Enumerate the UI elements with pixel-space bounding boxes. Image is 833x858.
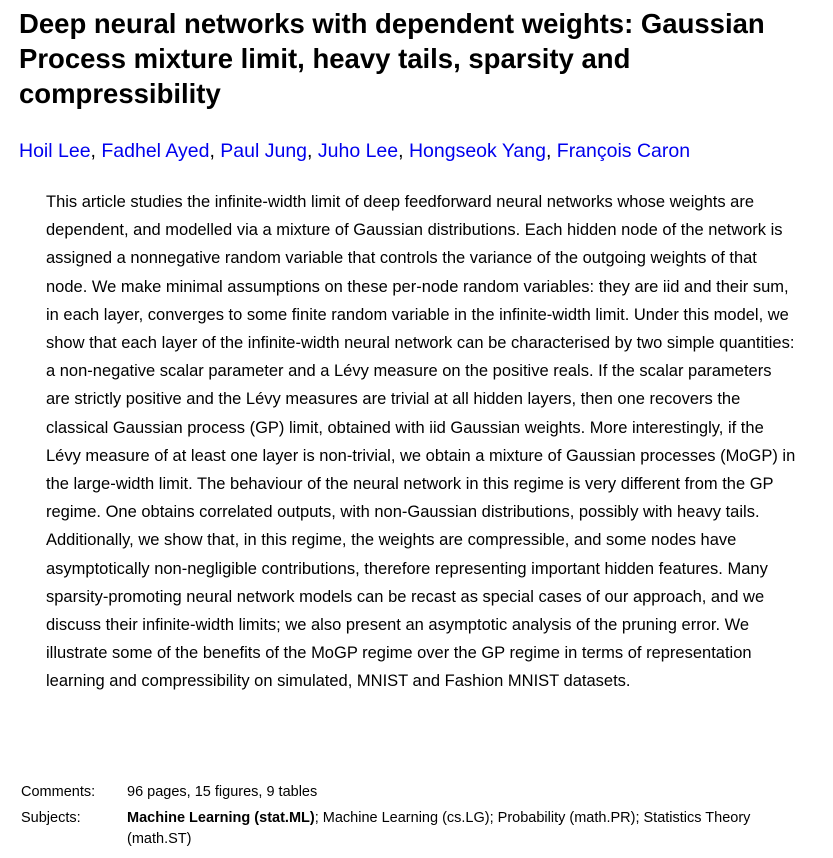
- author-separator: ,: [90, 140, 102, 162]
- author-link[interactable]: Hoil Lee: [19, 140, 91, 162]
- comments-row: [21, 782, 811, 803]
- primary-subject: Machine Learning (stat.ML): [127, 810, 315, 826]
- metadata-table: [21, 782, 811, 850]
- author-link[interactable]: Hongseok Yang: [408, 140, 546, 162]
- comments-label: Comments:: [21, 784, 96, 800]
- author-link[interactable]: Fadhel Ayed: [101, 140, 210, 162]
- author-separator: ,: [209, 140, 221, 162]
- subjects-value: [127, 803, 811, 850]
- abstract-text: This article studies the infinite-width limit of deep feedforward neural networks whose weights are dependent, and modelled via a mixture of Gaussian distributions. Each hidden node of the network is assigned a nonnegative random variable that controls the variance of the outgoing weights of that node. We make minimal assumptions on these per-node random variables: they are iid and their sum, in each layer, converges to some finite random variable in the infinite-width limit. Under this model, we show that each layer of the infinite-width neural network can be characterised by two simple quantities: a non-negative scalar parameter and a Lévy measure on the positive reals. If the scalar parameters are strictly positive and the Lévy measures are trivial at all hidden layers, then one recovers the classical Gaussian process (GP) limit, obtained with iid Gaussian weights. More interestingly, if the Lévy measure of at least one layer is non-trivial, we obtain a mixture of Gaussian processes (MoGP) in the large-width limit. The behaviour of the neural network in this regime is very different from the GP regime. One obtains correlated outputs, with non-Gaussian distributions, possibly with heavy tails. Additionally, we show that, in this regime, the weights are compressible, and some nodes have asymptotically non-negligible contributions, therefore representing important hidden features. Many sparsity-promoting neural network models can be recast as special cases of our approach, and we discuss their infinite-width limits; we also present an asymptotic analysis of the pruning error. We illustrate some of the benefits of the MoGP regime over the GP regime in terms of representation learning and compressibility on simulated, MNIST and Fashion MNIST datasets.: [46, 193, 796, 691]
- author-list: [19, 139, 819, 163]
- author-separator: ,: [545, 140, 557, 162]
- secondary-subjects: ; Machine Learning (cs.LG); Probability (math.PR); Statistics Theory (math.ST): [127, 810, 751, 847]
- author-link[interactable]: François Caron: [556, 140, 691, 162]
- author-link[interactable]: Juho Lee: [317, 140, 399, 162]
- paper-title: Deep neural networks with dependent weights: Gaussian Process mixture limit, heavy tails, sparsity and compressibility: [19, 8, 765, 109]
- author-separator: ,: [398, 140, 409, 162]
- comments-value: 96 pages, 15 figures, 9 tables: [127, 784, 318, 800]
- author-link[interactable]: Paul Jung: [220, 140, 308, 162]
- subjects-label: Subjects:: [21, 810, 81, 826]
- author-separator: ,: [307, 140, 318, 162]
- subjects-row: [21, 803, 811, 850]
